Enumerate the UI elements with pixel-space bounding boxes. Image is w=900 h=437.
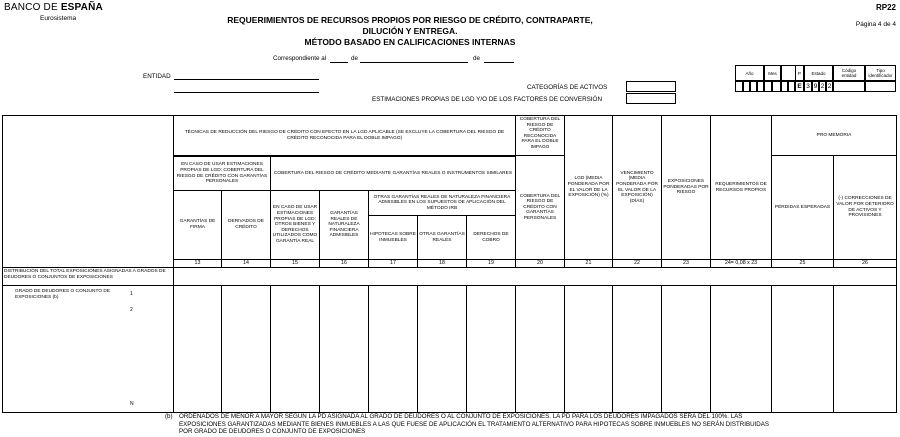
entidad-field-1[interactable] xyxy=(174,79,319,80)
footnote-text-1: ORDENADOS DE MENOR A MAYOR SEGÚN LA PD ASIGNADA AL GRADO DE DEUDORES O AL CONJUNTO DE EXPOSICIONES. LA PD PARA LOS DEUDORES IMPAGADOS SERÁ DEL 100%. LAS xyxy=(179,413,743,420)
id-cell-codigo[interactable] xyxy=(833,81,865,92)
col-number: 21 xyxy=(564,259,613,268)
col-16-header: GARANTÍAS REALES DE NATURALEZA FINANCIERA ADMISIBLES xyxy=(319,190,369,260)
body-col-14[interactable] xyxy=(221,285,271,413)
col-17-header: HIPOTECAS SOBRE INMUEBLES xyxy=(368,215,418,260)
body-col-26[interactable] xyxy=(833,285,897,413)
entidad-label: ENTIDAD xyxy=(143,73,171,80)
de-label-1: de xyxy=(351,55,359,62)
id-header-estado: Estado xyxy=(804,65,833,81)
row-1-label: 1 xyxy=(130,291,133,297)
de-label-2: de xyxy=(473,55,481,62)
header-otras-garantias: OTRAS GARANTÍAS REALES DE NATURALEZA FINANCIERA ADMISIBLES EN LOS SUPUESTOS DE APLICACIÓN DEL MÉTODO IRB xyxy=(368,190,516,216)
id-cell[interactable] xyxy=(757,81,764,92)
col-number: 22 xyxy=(612,259,662,268)
brand-bold: ESPAÑA xyxy=(60,2,103,13)
id-header-tipo: Tipo identificador xyxy=(865,65,896,81)
footnote-mark: (b) xyxy=(165,413,173,420)
id-cell[interactable] xyxy=(764,81,772,92)
col-number: 19 xyxy=(466,259,516,268)
id-cell[interactable] xyxy=(735,81,743,92)
col-18-header: OTRAS GARANTÍAS REALES xyxy=(417,215,467,260)
id-cell[interactable] xyxy=(772,81,781,92)
brand-prefix: BANCO DE xyxy=(4,2,61,13)
page-number: Página 4 de 4 xyxy=(855,21,896,28)
col-19-header: DERECHOS DE COBRO xyxy=(466,215,516,260)
id-cell-2b: 2 xyxy=(827,83,832,90)
body-col-25[interactable] xyxy=(771,285,834,413)
col-number: 24= 0,08 x 23 xyxy=(710,259,772,268)
col-14-header: DERIVADOS DE CRÉDITO xyxy=(221,190,271,260)
col-13-header: GARANTÍAS DE FIRMA xyxy=(173,190,222,260)
col-23-header: EXPOSICIONES PONDERADAS POR RIESGO xyxy=(661,115,711,260)
body-col-15[interactable] xyxy=(270,285,320,413)
row-grado-label: GRADO DE DEUDORES O CONJUNTO DE EXPOSICIONES (b) xyxy=(15,289,111,300)
entidad-field-2[interactable] xyxy=(174,92,319,93)
col-number: 14 xyxy=(221,259,271,268)
estimaciones-label: ESTIMACIONES PROPIAS DE LGD Y/O DE LOS FACTORES DE CONVERSIÓN xyxy=(372,96,603,103)
header-cobertura-doble: COBERTURA DEL RIESGO DE CRÉDITO RECONOCIDA PARA EL DOBLE IMPAGO xyxy=(515,115,565,156)
body-col-19[interactable] xyxy=(466,285,516,413)
id-cell[interactable] xyxy=(743,81,750,92)
id-header-month: Mes xyxy=(764,65,781,81)
col-21-header: LGD (MEDIA PONDERADA POR EL VALOR DE LA EXPOSICIÓN) (%) xyxy=(564,115,613,260)
col-number: 20 xyxy=(515,259,565,268)
period-field[interactable] xyxy=(330,62,348,63)
correspondiente-label: Correspondiente al xyxy=(273,55,327,62)
id-cell-9: 9 xyxy=(813,83,818,90)
body-col-23[interactable] xyxy=(661,285,711,413)
col-25-header: PÉRDIDAS ESPERADAS xyxy=(771,155,834,260)
categorias-label: CATEGORÍAS DE ACTIVOS xyxy=(527,84,608,91)
col-number: 26 xyxy=(833,259,897,268)
col-26-header: (-) CORRECCIONES DE VALOR POR DETERIORO DE ACTIVOS Y PROVISIONES xyxy=(833,155,897,260)
row-header-blank xyxy=(2,115,174,268)
header-garantias-personales: EN CASO DE USAR ESTIMACIONES PROPIAS DE LGD: COBERTURA DEL RIESGO DE CRÉDITO CON GARANTÍAS PERSONALES xyxy=(173,156,271,191)
col-number: 17 xyxy=(368,259,418,268)
body-col-13[interactable] xyxy=(173,285,222,413)
title-line-1: REQUERIMIENTOS DE RECURSOS PROPIOS POR RIESGO DE CRÉDITO, CONTRAPARTE, xyxy=(227,15,593,25)
id-header-p: P xyxy=(795,65,804,81)
brand-subtitle: Eurosistema xyxy=(40,15,77,22)
col-20-header: COBERTURA DEL RIESGO DE CRÉDITO CON GARANTÍAS PERSONALES xyxy=(515,155,565,260)
id-cell[interactable] xyxy=(750,81,757,92)
body-col-17[interactable] xyxy=(368,285,418,413)
categorias-field[interactable] xyxy=(626,81,676,92)
id-header-year: Año xyxy=(735,65,764,81)
footnote-text-2: EXPOSICIONES GARANTIZADAS MEDIANTE BIENES INMUEBLES A LAS QUE FUESE DE APLICACIÓN EL TRATAMIENTO ALTERNATIVO PARA HIPOTECAS SOBRE INMUEBLES NO SERÁN DISTRIBUIDAS xyxy=(179,420,770,428)
body-col-18[interactable] xyxy=(417,285,467,413)
brand-logo xyxy=(4,2,103,13)
rows-label-column xyxy=(2,285,174,413)
row-total-values[interactable] xyxy=(173,267,897,286)
id-cell-e: E xyxy=(795,81,804,92)
id-cell-tipo[interactable] xyxy=(865,81,896,92)
col-number: 13 xyxy=(173,259,222,268)
col-number: 23 xyxy=(661,259,711,268)
id-cell-2a: 2 xyxy=(820,83,825,90)
body-col-16[interactable] xyxy=(319,285,369,413)
title-line-3: MÉTODO BASADO EN CALIFICACIONES INTERNAS xyxy=(304,37,516,47)
header-garantias-reales: COBERTURA DEL RIESGO DE CRÉDITO MEDIANTE GARANTÍAS REALES O INSTRUMENTOS SIMILARES xyxy=(270,156,516,191)
col-number: 18 xyxy=(417,259,467,268)
footnote-text-3: POR GRADO DE DEUDORES O CONJUNTO DE EXPOSICIONES xyxy=(179,428,366,436)
body-col-24[interactable] xyxy=(710,285,772,413)
id-header-codigo: Código entidad xyxy=(833,65,865,81)
col-number: 25 xyxy=(771,259,834,268)
id-cell-3: 3 xyxy=(804,81,812,92)
col-number: 15 xyxy=(270,259,320,268)
body-col-20[interactable] xyxy=(515,285,565,413)
form-code: RP22 xyxy=(875,3,896,12)
header-tecnicas: TÉCNICAS DE REDUCCIÓN DEL RIESGO DE CRÉDITO CON EFECTO EN LA LGD APLICABLE (SE EXCLUYE LA COBERTURA DEL RIESGO DE CRÉDITO RECONOCIDA PARA EL DOBLE IMPAGO) xyxy=(173,115,516,156)
footnote-line-1 xyxy=(165,413,895,421)
estimaciones-field[interactable] xyxy=(626,93,676,104)
col-22-header: VENCIMIENTO (MEDIA PONDERADA POR EL VALOR DE LA EXPOSICIÓN) (DÍAS) xyxy=(612,115,662,260)
col-number: 16 xyxy=(319,259,369,268)
row-total-label: DISTRIBUCIÓN DEL TOTAL EXPOSICIONES ASIGNADAS A GRADOS DE DEUDORES O CONJUNTOS DE EXPOSICIONES xyxy=(2,267,174,286)
id-cell[interactable] xyxy=(788,81,795,92)
year-field[interactable] xyxy=(484,62,514,63)
id-header-gap xyxy=(781,65,795,81)
header-pro-memoria: PRO MEMORIA xyxy=(771,115,897,156)
title-line-2: DILUCIÓN Y ENTREGA. xyxy=(362,26,458,36)
col-24-header: REQUERIMIENTOS DE RECURSOS PROPIOS xyxy=(710,115,772,260)
footnote xyxy=(165,413,895,436)
body-col-22[interactable] xyxy=(612,285,662,413)
id-cell[interactable] xyxy=(781,81,788,92)
row-n-label: N xyxy=(130,401,134,407)
month-field[interactable] xyxy=(360,62,468,63)
col-15-header: EN CASO DE USAR ESTIMACIONES PROPIAS DE LGD: OTROS BIENES Y DERECHOS UTILIZADOS COMO GARANTÍA REAL xyxy=(270,190,320,260)
row-2-label: 2 xyxy=(130,307,133,313)
body-col-21[interactable] xyxy=(564,285,613,413)
